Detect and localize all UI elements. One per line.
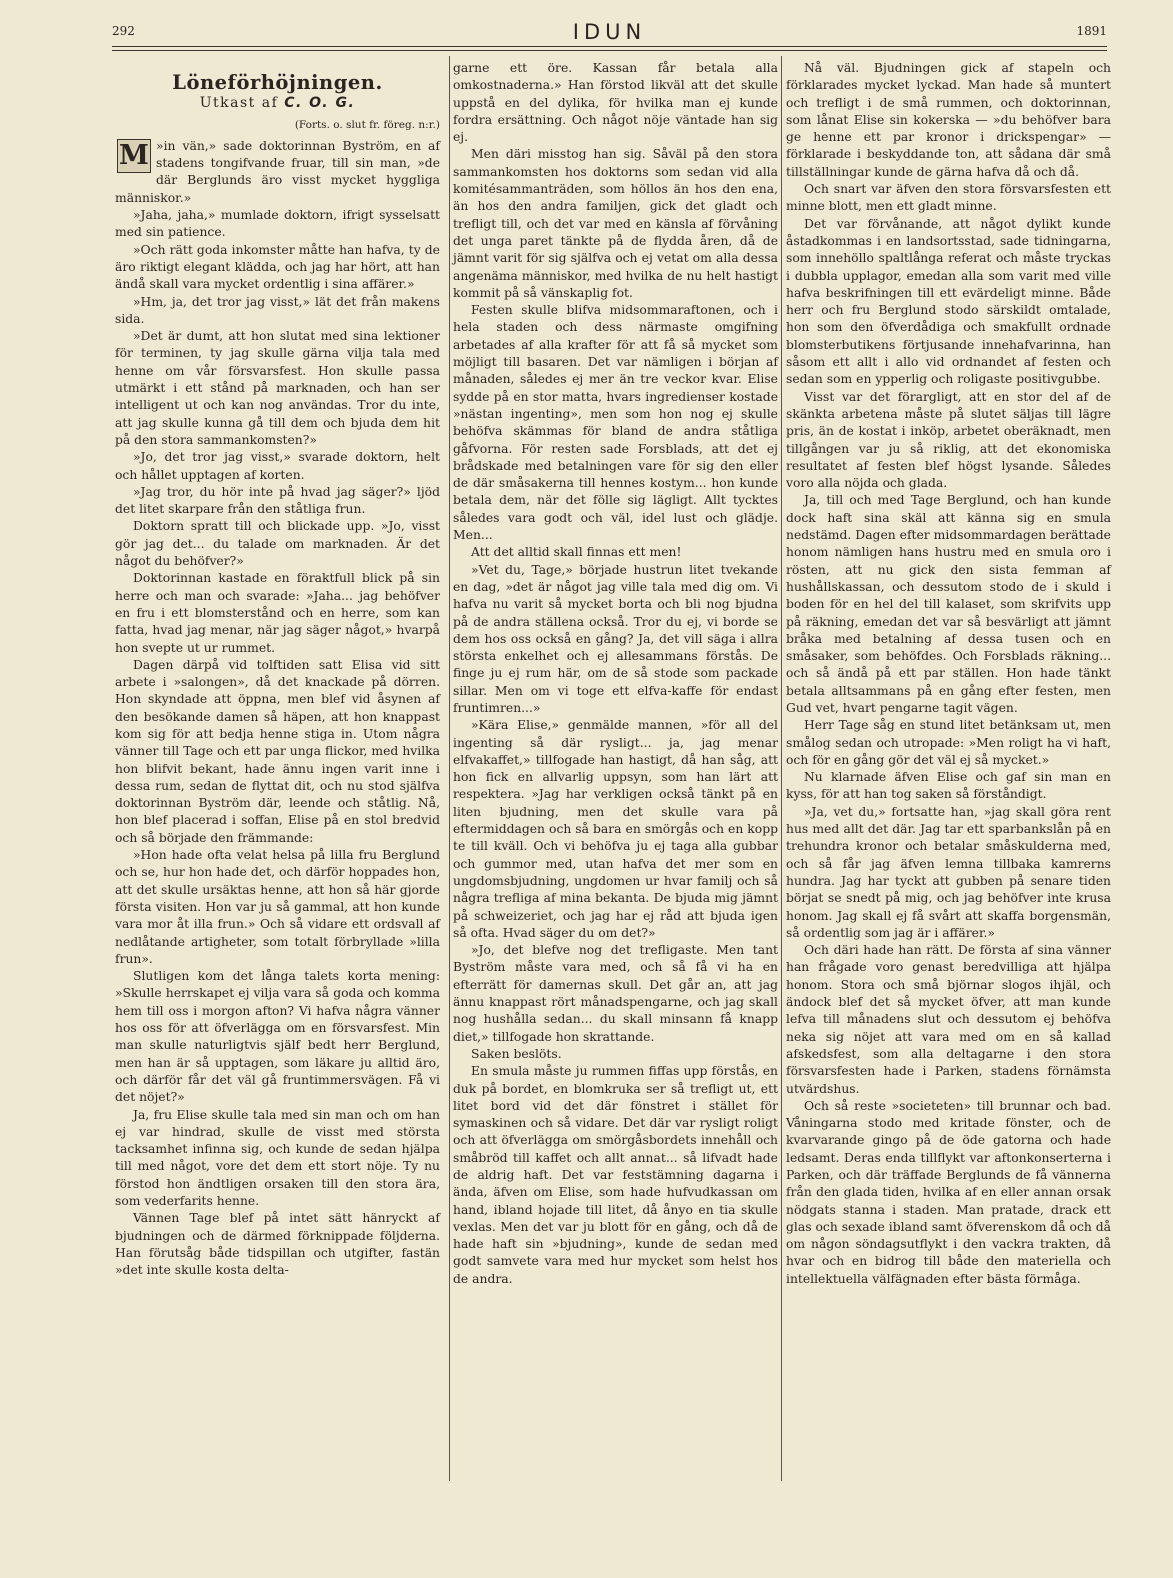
page-number: 292	[112, 24, 135, 38]
paragraph: Ja, fru Elise skulle tala med sin man och om han ej var hindrad, skulle de visst med största tacksamhet infinna sig, och kunde de sedan hjälpa till med något, vore det dem ett stort nöje. Ty nu förstod hon ändtligen orsaken till den stora ära, som vederfarits henne.	[115, 1107, 440, 1208]
paragraph: »Jo, det tror jag visst,» svarade doktorn, helt och hållet upptagen af korten.	[115, 450, 440, 482]
article-byline	[115, 95, 440, 112]
header-rule	[112, 46, 1107, 47]
byline-author: C. O. G.	[284, 95, 356, 112]
paragraph: Visst var det förargligt, att en stor del af de skänkta arbetena måste på slutet säljas till lägre pris, än de kostat i inköp, arbetet oberäknadt, men tillgången var ju så riklig, att det ekonomiska resultatet af festen blef högst lysande. Således voro alla nöjda och glada.	[786, 389, 1111, 491]
column-divider-2	[781, 56, 782, 1481]
paragraph: Doktorinnan kastade en föraktfull blick på sin herre och man och svarade: »Jaha... jag behöfver en fru i ett blomsterstånd och en herre, som kan fatta, hvad jag menar, när jag säger något,» hvarpå hon svepte ut ur rummet.	[115, 571, 440, 655]
paragraph: »Jaha, jaha,» mumlade doktorn, ifrigt sysselsatt med sin patience.	[115, 208, 440, 240]
paragraph: Herr Tage såg en stund litet betänksam ut, men smålog sedan och utropade: »Men roligt ha vi haft, och för en gång gör det väl ej så mycket.»	[786, 718, 1111, 767]
paragraph: En smula måste ju rummen fiffas upp förstås, en duk på bordet, en blomkruka ser så trefligt ut, ett litet bord vid det där fönstret i stället för symaskinen och så vidare. Det där var rysligt roligt och att öfverlägga om smörgåsbordets innehåll och småbröd till kaffet och allt annat... så lifvadt hade de aldrig haft. Det var feststämning dagarna i ända, äfven om Elise, som hade hufvudkassan om hand, ibland hojade till litet, då ånyo en tia skulle vexlas. Men det var ju blott för en gång, och då de hade haft sin »bjudning», kunde de sedan med godt samvete vara med hur mycket som helst hos de andra.	[453, 1064, 778, 1286]
header-rule-double	[112, 50, 1107, 51]
column-1	[115, 60, 440, 1279]
drop-cap: M	[117, 139, 151, 173]
paragraph: Och så reste »societeten» till brunnar och bad. Våningarna stodo med kritade fönster, och de kvarvarande gingo på de öde gatorna och hade ledsamt. Deras enda tillflykt var aftonkonserterna i Parken, och där träffade Berglunds de få vännerna från den glada tiden, hvilka af en eller annan orsak nödgats stanna i staden. Man pratade, drack ett glas och sexade ibland samt öfverenskom då och då om någon söndagsutflykt i den vackra trakten, då hvar och en bidrog till både den materiella och intellektuella välfägnaden efter bästa förmåga.	[786, 1098, 1111, 1286]
paragraph-text: in vän,» sade doktorinnan Byström, en af stadens tongifvande fruar, till sin man, »de där Berglunds äro visst mycket hyggliga människor.»	[115, 138, 440, 205]
page-header	[112, 20, 1107, 48]
column-divider-1	[449, 56, 450, 1481]
paragraph: Vännen Tage blef på intet sätt hänryckt af bjudningen och de därmed förknippade följderna. Han förutsåg både tidspillan och utgifter, fastän »det inte skulle kosta delta-	[115, 1211, 440, 1278]
paragraph: »Hm, ja, det tror jag visst,» lät det från makens sida.	[115, 294, 440, 326]
column-2	[453, 60, 778, 1288]
paragraph: »Vet du, Tage,» började hustrun litet tvekande en dag, »det är något jag ville tala med dig om. Vi hafva nu varit så mycket borta och bli nog bjudna på de andra ställena också. Tror du ej, vi borde se dem hos oss också en gång? Ja, det vill säga i allra största enkelhet och ej allesammans förstås. De finge ju ej rum här, om de så stode som packade sillar. Men om vi toge ett elfva-kaffe för endast fruntimren...»	[453, 562, 778, 715]
paragraph: Nu klarnade äfven Elise och gaf sin man en kyss, för att han tog saken så förståndigt.	[786, 770, 1111, 802]
paragraph: »Jag tror, du hör inte på hvad jag säger?» ljöd det litet skarpare från den ståtliga frun.	[115, 484, 440, 517]
paragraph: Men däri misstog han sig. Såväl på den stora sammankomsten hos doktorns som sedan vid alla komitésammanträden, som höllos än hos den ena, än hos den andra familjen, gick det gladt och trefligt till, och det var med en känsla af förvåning det unga paret tänkte på de flydda åren, då de jämnt varit för sig själfva och ej vetat om alla dessa angenäma människor, med hvilka de nu helt hastigt kommit på så vänskaplig fot.	[453, 147, 778, 300]
paragraph: »Kära Elise,» genmälde mannen, »för all del ingenting så där rysligt... ja, jag menar elfvakaffet,» tillfogade han hastigt, då han såg, att hon fick en allvarlig uppsyn, som han lärt att respektera. »Jag har verkligen också tänkt på en liten bjudning, men det skulle vara på eftermiddagen och så bara en smörgås och en kopp te till kväll. Och vi behöfva ju ej taga alla gubbar och gummor med, utan hafva det mer som en ungdomsbjudning, ungdomen ur hvar familj och så några trefliga af mina bekanta. De bjuda mig jämnt på schweizeriet, och jag har ej råd att bjuda igen så ofta. Hvad säger du om det?»	[453, 718, 778, 940]
paragraph: Saken beslöts.	[471, 1046, 562, 1061]
paragraph	[115, 138, 440, 207]
paragraph: Ja, till och med Tage Berglund, och han kunde dock haft sina skäl att känna sig en smula nedstämd. Dagen efter midsommardagen berättade honom nämligen hans hustru med en smula oro i rösten, att nu gick den sista femman af hushållskassan, och dessutom stodo de i skuld i boden för en hel del till kalaset, som skrifvits upp på räkning, emedan det var så besvärligt att jämnt bråka med betalning af dessa tusen och en småsaker, som behöfdes. Och Forsblads räkning... och så ändå på ett par ställen. Hon hade tänkt betala alltsammans på en gång efter festen, men Gud vet, hvart pengarne tagit vägen.	[786, 493, 1111, 715]
paragraph: Slutligen kom det långa talets korta mening: »Skulle herrskapet ej vilja vara så goda och komma hem till oss i morgon afton? Vi hafva några vänner hos oss för att öfverlägga om en försvarsfest. Min man skulle naturligtvis själf bedt herr Berglund, men han är så upptagen, som läkare ju alltid äro, och därför får det väl gå fruntimmersvägen. Få vi det nöjet?»	[115, 969, 440, 1105]
paragraph: Och däri hade han rätt. De första af sina vänner han frågade voro genast beredvilliga att hjälpa honom. Stora och små björnar slogos ihjäl, och ändock blef det så mycket öfver, att man kunde lefva till månadens slut och dessutom ej behöfva neka sig nöjet att vara med om en så kallad afskedsfest, som alla deltagarne i den stora försvarsfesten hade i Parken, stadens förnämsta utvärdshus.	[786, 943, 1111, 1096]
paragraph: Festen skulle blifva midsommaraftonen, och i hela staden och dess närmaste omgifning arbetades af alla krafter för att få så mycket som möjligt till basaren. Det var nämligen i början af månaden, således ej mer än tre veckor kvar. Elise sydde på en stor matta, hvars ingredienser kostade »nästan ingenting», men som hon nog ej skulle behöfva skämmas för bland de andra ståtliga gåfvorna. För resten sade Forsblads, att det ej brådskade med betalningen vare för sig den eller de där småsakerna till hennes kostym... hon kunde betala dem, när det fölle sig lägligt. Allt tycktes således vara godt och väl, idel lust och glädje. Men...	[453, 303, 778, 543]
paragraph: »Ja, vet du,» fortsatte han, »jag skall göra rent hus med allt det där. Jag tar ett sparbankslån på en trehundra kronor och betalar småskulderna med, och så får jag äfven lemna tillbaka kamrerns hundra. Jag har tyckt att gubben på senare tiden börjat se snedt på mig, och jag behöfver inte krusa honom. Jag skall ej få svårt att skaffa borgensmän, så ordentlig som jag är i affärer.»	[786, 804, 1111, 940]
paragraph: Doktorn spratt till och blickade upp. »Jo, visst gör jag det... du talade om marknaden. Är det något du behöfver?»	[115, 519, 440, 569]
paragraph: »Det är dumt, att hon slutat med sina lektioner för terminen, ty jag skulle gärna vilja tala med henne om vår försvarsfest. Hon skulle passa utmärkt i ett stånd på marknaden, och han ser intelligent ut och kan nog användas. Tror du inte, att jag skulle kunna gå till dem och bjuda dem hit på den stora sammankomsten?»	[115, 329, 440, 447]
continuation-note: (Forts. o. slut fr. föreg. n:r.)	[294, 118, 440, 131]
paragraph: garne ett öre. Kassan får betala alla omkostnaderna.» Han förstod likväl att det skulle uppstå en del dylika, för hvilka man ej kunde fordra ersättning. Och något nöje väntade han sig ej.	[453, 61, 778, 145]
article-title: Löneförhöjningen.	[172, 71, 383, 94]
paragraph: Nå väl. Bjudningen gick af stapeln och förklarades mycket lyckad. Man hade så muntert och trefligt i de små rummen, och doktorinnan, som lånat Elise sin kokerska — »du behöfver bara ge henne ett par kronor i drickspengar» — förklarade i beskyddande ton, att sådana där små tillställningar kunde de gärna hafva då och då.	[786, 61, 1111, 179]
paragraph: Dagen därpå vid tolftiden satt Elisa vid sitt arbete i »salongen», då det knackade på dörren. Hon skyndade att öppna, men blef vid åsynen af den besökande damen så häpen, att hon knappast kom sig för att bedja henne stiga in. Utom några vänner till Tage och ett par unga flickor, med hvilka hon blifvit bekant, hade ännu ingen varit inne i dessa rum, sedan de flyttat dit, och nu stod själfva doktorinnan Byström där, leende och ståtlig. Nå, hon blef placerad i soffan, Elise på en stol bredvid och så började den främmande:	[115, 657, 440, 845]
paragraph: Det var förvånande, att något dylikt kunde åstadkommas i en landsortsstad, sade tidningarna, som innehöllo spaltlånga referat och måste tryckas i dubbla upplagor, emedan alla som varit med ville hafva beskrifningen till ett evärdeligt minne. Både herr och fru Berglund stodo särskildt omtalade, hon som den öfverdådiga och smakfullt ordnade blomsterbutikens förtjusande innehafvarinna, han såsom ett allt i allo vid ordnandet af festen och sedan som en ypperlig och roligaste positivgubbe.	[786, 216, 1111, 387]
opening-quote: »	[156, 138, 164, 153]
paragraph: »Och rätt goda inkomster måtte han hafva, ty de äro riktigt elegant klädda, och jag har hört, att han ändå skall vara mycket ordentlig i sina affärer.»	[115, 242, 440, 292]
paragraph: Att det alltid skall finnas ett men!	[471, 545, 682, 560]
paragraph: »Hon hade ofta velat helsa på lilla fru Berglund och se, hur hon hade det, och därför hoppades hon, att det skulle ursäktas henne, att hon så här gjorde första visiten. Hon var ju så gammal, att hon kunde vara mor åt illa frun.» Och så vidare ett ordsvall af nedlåtande artigheter, som totalt förbryllade »lilla frun».	[115, 848, 440, 966]
column-3	[786, 60, 1111, 1288]
paragraph: Och snart var äfven den stora försvarsfesten ett minne blott, men ett gladt minne.	[786, 182, 1111, 214]
publication-year: 1891	[1076, 24, 1107, 38]
paragraph: »Jo, det blefve nog det trefligaste. Men tant Byström måste vara med, och så få vi ha en efterrätt för damernas skull. Det går an, att jag ännu knappast rört månadspengarne, och jag skall nog hushålla sedan... du skall minsann få knapp diet,» tillfogade hon skrattande.	[453, 943, 778, 1044]
byline-prefix: Utkast af	[199, 95, 279, 112]
magazine-title: IDUN	[572, 20, 647, 44]
